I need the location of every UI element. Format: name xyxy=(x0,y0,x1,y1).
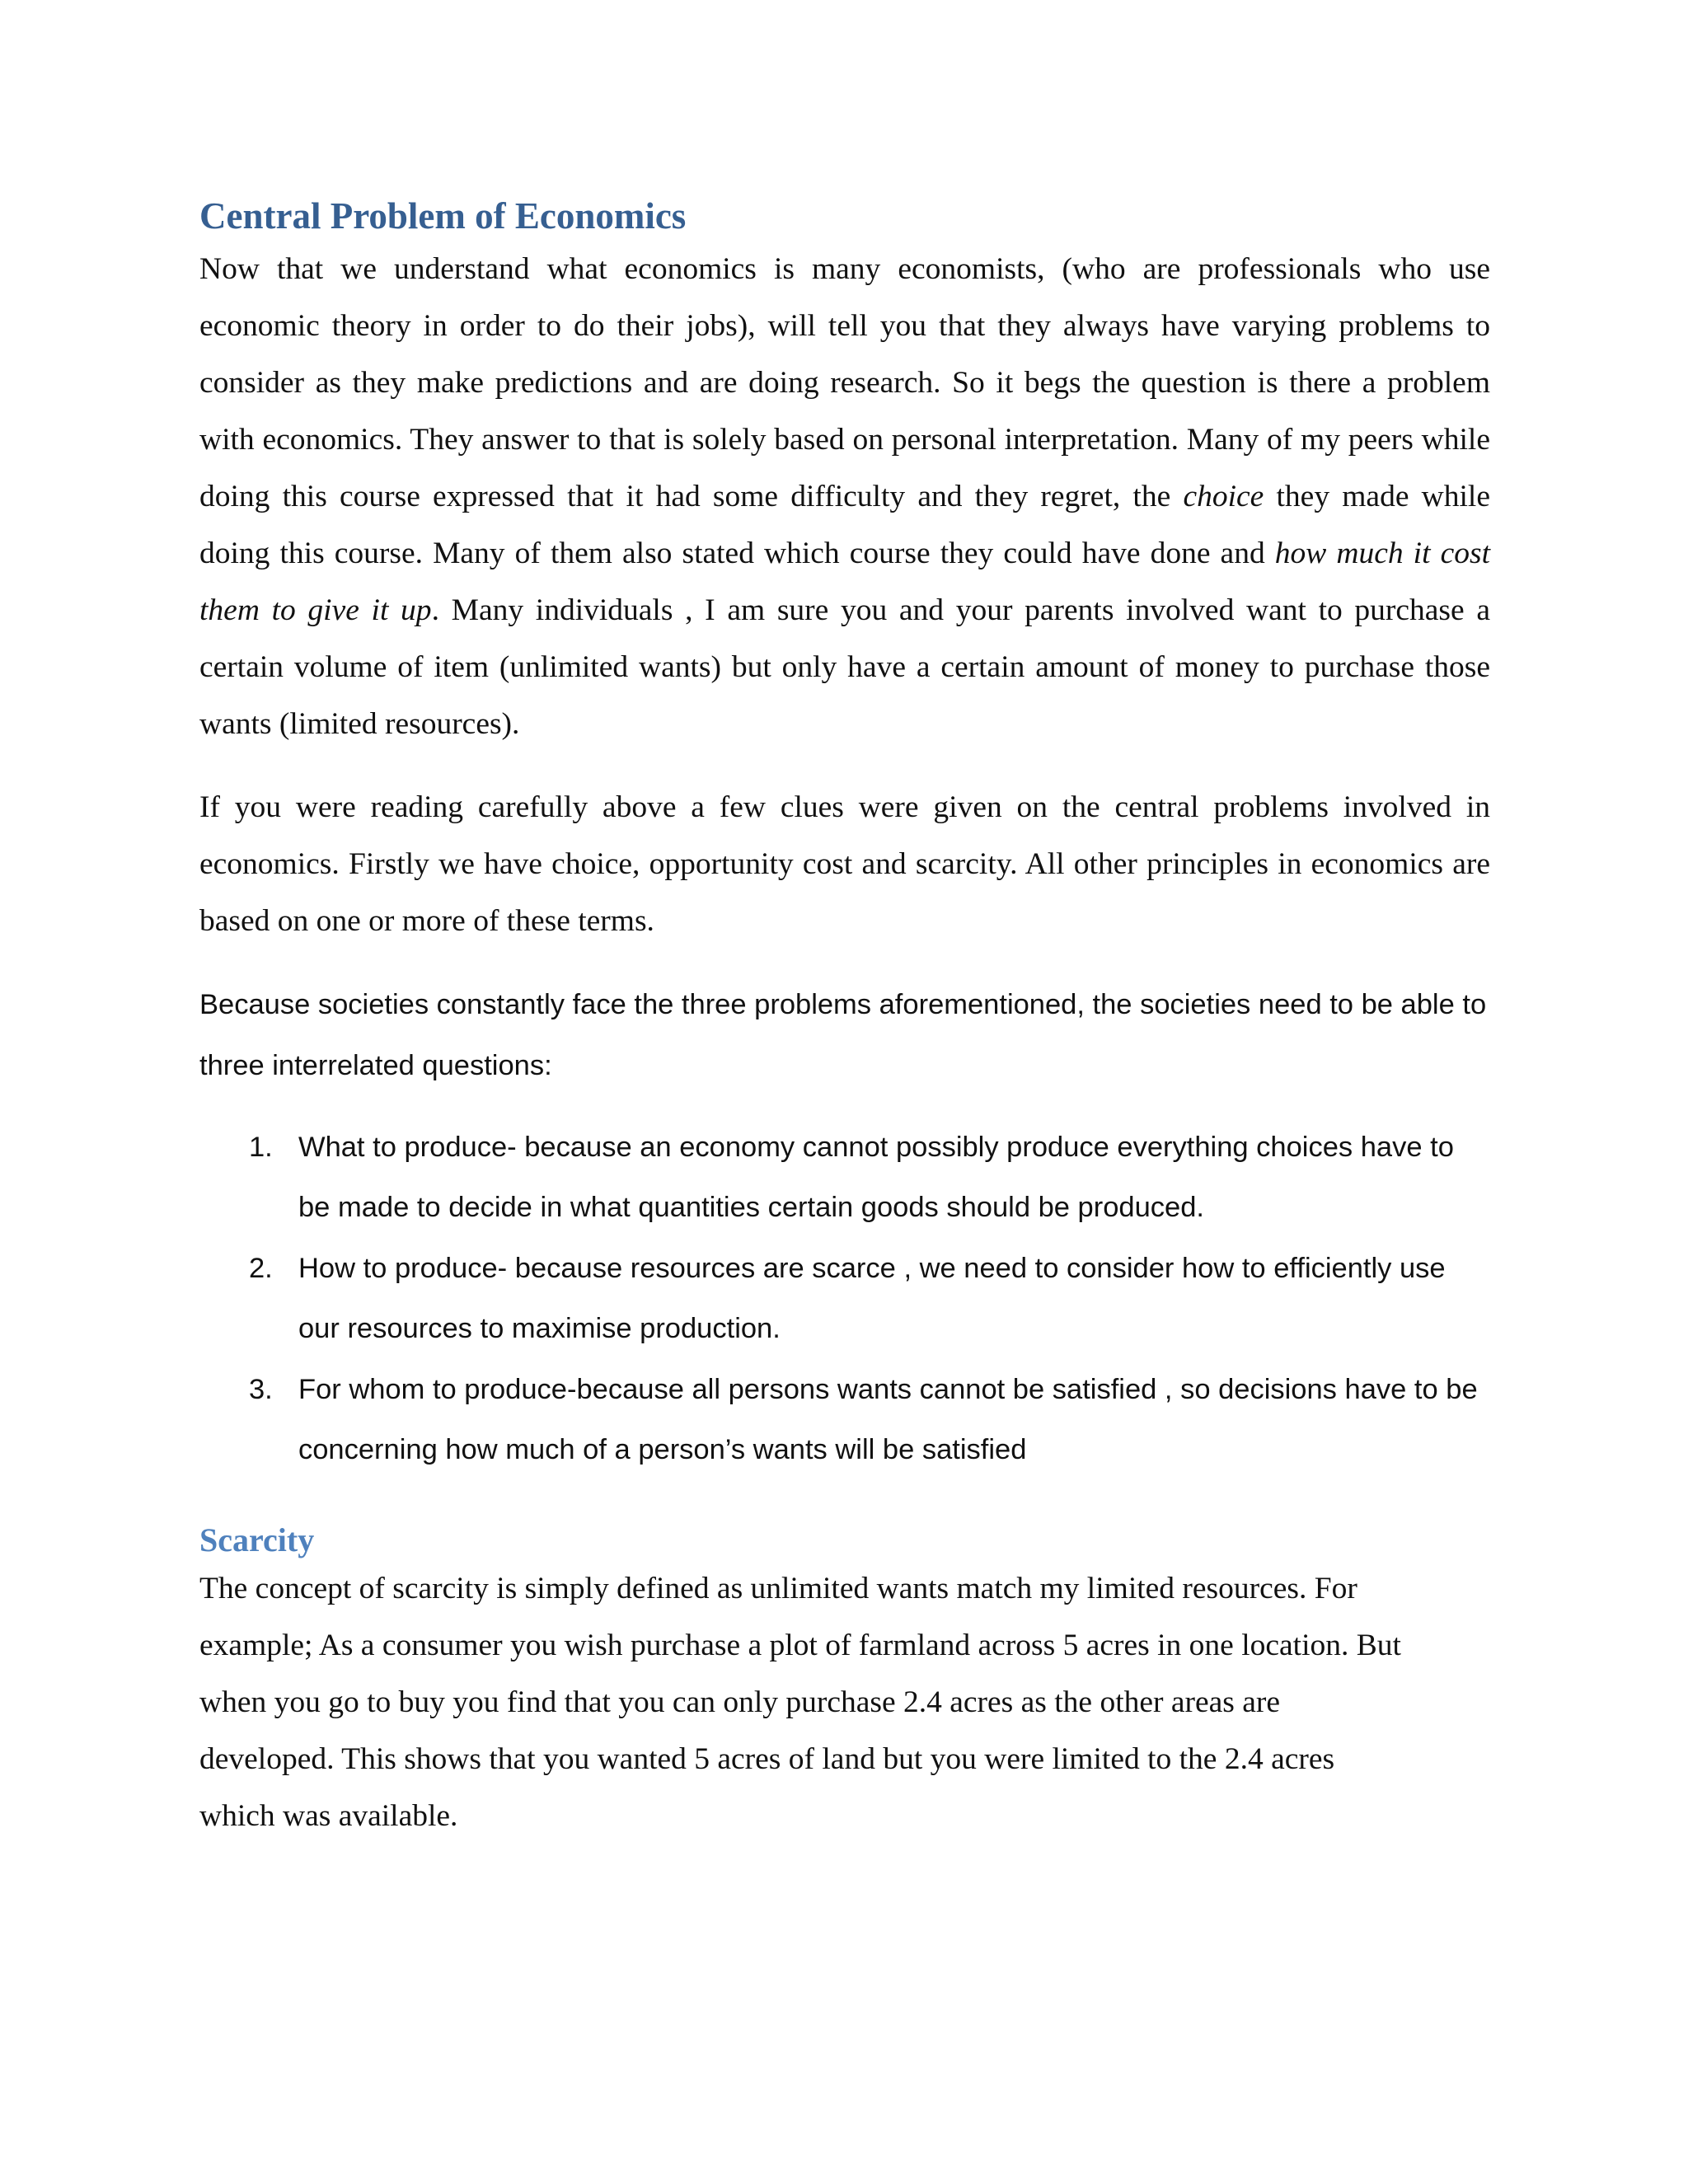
list-item-number: 3. xyxy=(249,1373,273,1405)
scarcity-line: The concept of scarcity is simply defined as unlimited wants match my limited resources. For xyxy=(199,1571,1357,1605)
list-item xyxy=(249,1118,1490,1239)
document-body xyxy=(199,194,1490,1844)
list-item-number: 2. xyxy=(249,1252,273,1284)
page-title: Central Problem of Economics xyxy=(199,195,687,237)
scarcity-line: developed. This shows that you wanted 5 acres of land but you were limited to the 2.4 acres xyxy=(199,1741,1335,1776)
list-item-number: 1. xyxy=(249,1131,273,1163)
intro-text-part-2: they made while doing this course. Many of them also stated which course they could have done and xyxy=(199,479,1490,570)
list-item-text: What to produce- because an economy cannot possibly produce everything choices have to be made to decide in what quantities certain goods should be produced. xyxy=(298,1131,1454,1224)
scarcity-heading: Scarcity xyxy=(199,1521,315,1558)
clues-paragraph: If you were reading carefully above a few clues were given on the central problems involved in economics. Firstly we have choice, opportunity cost and scarcity. All other principles in economics are based on one or more of these terms. xyxy=(199,790,1490,938)
scarcity-line: example; As a consumer you wish purchase a plot of farmland across 5 acres in one location. But xyxy=(199,1628,1401,1662)
questions-intro-paragraph: Because societies constantly face the three problems aforementioned, the societies need to be able to three interrelated questions: xyxy=(199,988,1487,1081)
questions-list xyxy=(199,1118,1490,1481)
intro-italic-cost: how much it cost them to give it up xyxy=(199,536,1490,627)
intro-text-part-3: . Many individuals , I am sure you and your parents involved want to purchase a certain volume of item (unlimited wants) but only have a certain amount of money to purchase those wants (limited resources). xyxy=(199,593,1490,741)
scarcity-line: when you go to buy you find that you can only purchase 2.4 acres as the other areas are xyxy=(199,1685,1281,1719)
list-item xyxy=(249,1239,1490,1360)
list-item xyxy=(249,1360,1490,1481)
intro-paragraph xyxy=(199,241,1490,752)
list-item-text: For whom to produce-because all persons wants cannot be satisfied , so decisions have to be concerning how much of a person’s wants will be satisfied xyxy=(298,1373,1478,1466)
scarcity-paragraph xyxy=(199,1560,1490,1844)
intro-italic-choice: choice xyxy=(1183,479,1264,513)
scarcity-line: which was available. xyxy=(199,1798,458,1833)
list-item-text: How to produce- because resources are scarce , we need to consider how to efficiently use our resources to maximise production. xyxy=(298,1252,1446,1345)
intro-text-part-1: Now that we understand what economics is many economists, (who are professionals who use economic theory in order to do their jobs), will tell you that they always have varying problems to consider as they make predictions and are doing research. So it begs the question is there a problem with economics. They answer to that is solely based on personal interpretation. Many of my peers while doing this course expressed that it had some difficulty and they regret, the xyxy=(199,251,1490,513)
